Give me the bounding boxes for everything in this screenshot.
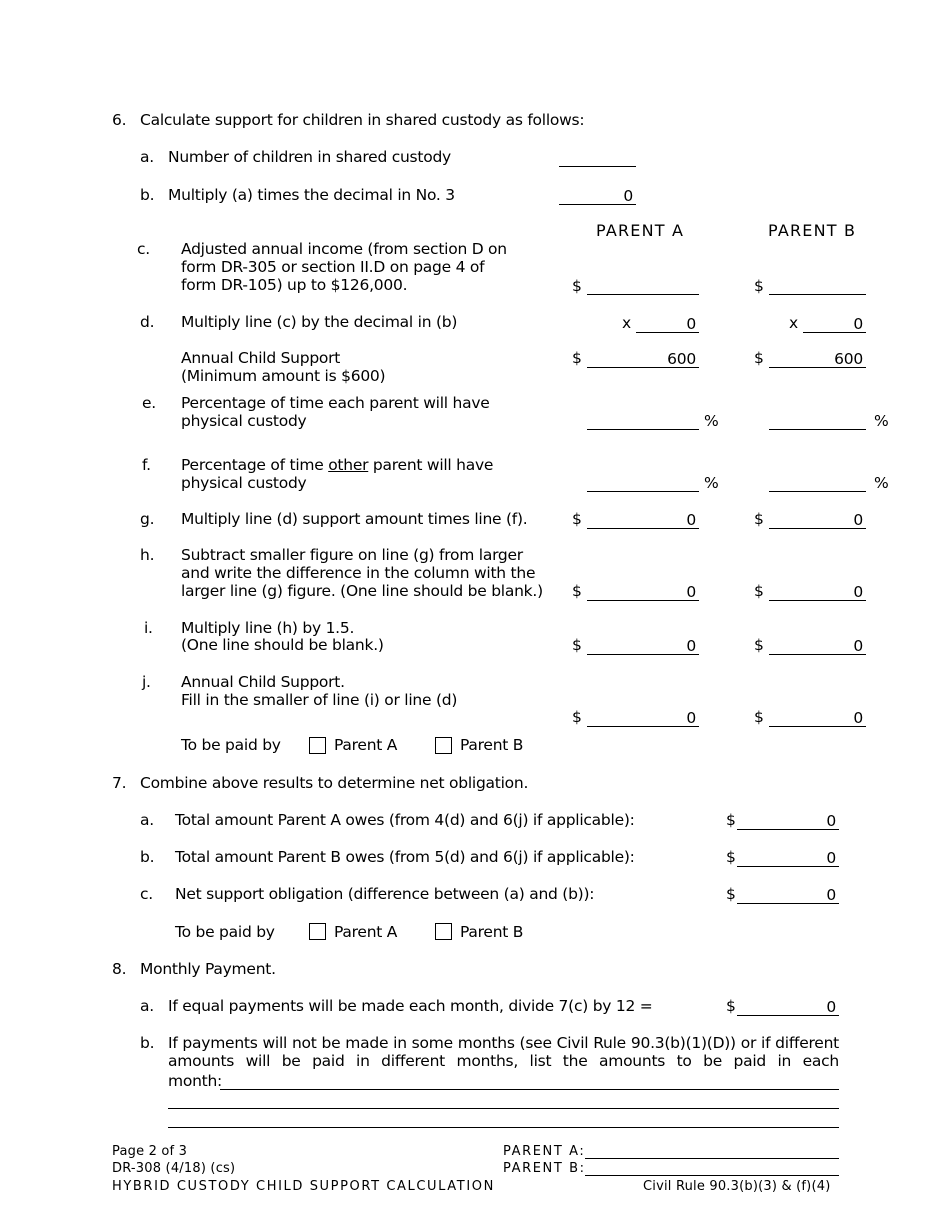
section-8-number: 8. [112,960,127,978]
item-6h-line2: and write the difference in the column with the [181,564,536,582]
month-amounts-line-3[interactable] [168,1127,839,1128]
net-obligation-field[interactable]: 0 [737,886,839,904]
footer-parent-b-label: PARENT B: [503,1161,586,1176]
item-6c-line2: form DR-305 or section II.D on page 4 of [181,258,485,276]
column-header-parent-a: PARENT A [596,221,685,240]
item-6c-line1: Adjusted annual income (from section D on [181,240,507,258]
item-6i-letter: i. [144,619,153,637]
times-sign: x [789,314,798,332]
line-i-parent-b-field[interactable]: 0 [769,637,866,655]
line-j-parent-b-field[interactable]: 0 [769,709,866,727]
item-6j-letter: j. [142,673,151,691]
item-8b-month-label: month: [168,1072,223,1090]
paid-by-parent-a-label: Parent A [334,736,398,754]
item-7c-label: Net support obligation (difference between (a) and (b)): [175,885,595,903]
item-6i-line1: Multiply line (h) by 1.5. [181,619,355,637]
dollar-sign: $ [726,885,736,903]
annual-support-parent-a-field[interactable]: 600 [587,350,699,368]
children-count-field[interactable] [559,149,636,167]
paid-by-parent-b-checkbox[interactable] [435,737,452,754]
line-i-parent-a-field[interactable]: 0 [587,637,699,655]
item-6c-letter: c. [137,240,150,258]
section-7-heading: Combine above results to determine net obligation. [140,774,529,792]
item-8a-letter: a. [140,997,154,1015]
item-6a-letter: a. [140,148,154,166]
parent-b-owes-field[interactable]: 0 [737,849,839,867]
item-7c-letter: c. [140,885,153,903]
net-paid-by-parent-b-checkbox[interactable] [435,923,452,940]
dollar-sign: $ [754,510,764,528]
decimal-product-field[interactable]: 0 [559,187,636,205]
multiplied-parent-a-field[interactable]: 0 [636,315,699,333]
month-amounts-line-1[interactable] [220,1089,839,1090]
footer-form-title: HYBRID CUSTODY CHILD SUPPORT CALCULATION [112,1179,495,1194]
line-g-parent-b-field[interactable]: 0 [769,511,866,529]
dollar-sign: $ [726,997,736,1015]
times-sign: x [622,314,631,332]
net-paid-by-parent-a-label: Parent A [334,923,398,941]
parent-a-owes-field[interactable]: 0 [737,812,839,830]
net-paid-by-parent-b-label: Parent B [460,923,524,941]
item-6h-line1: Subtract smaller figure on line (g) from larger [181,546,523,564]
percent-sign: % [874,412,889,430]
section-8-heading: Monthly Payment. [140,960,276,978]
item-6g-label: Multiply line (d) support amount times line (f). [181,510,528,528]
line-g-parent-a-field[interactable]: 0 [587,511,699,529]
dollar-sign: $ [572,708,582,726]
paid-by-parent-b-label: Parent B [460,736,524,754]
item-6h-letter: h. [140,546,155,564]
paid-by-label: To be paid by [181,736,281,754]
column-header-parent-b: PARENT B [768,221,857,240]
multiplied-parent-b-field[interactable]: 0 [803,315,866,333]
other-pct-parent-b-field[interactable] [769,474,866,492]
section-7-number: 7. [112,774,127,792]
section-6-heading: Calculate support for children in shared custody as follows: [140,111,585,129]
item-8b-letter: b. [140,1034,155,1052]
item-6e-letter: e. [142,394,156,412]
net-paid-by-parent-a-checkbox[interactable] [309,923,326,940]
item-7a-letter: a. [140,811,154,829]
min-support-line1: Annual Child Support [181,349,341,367]
line-h-parent-a-field[interactable]: 0 [587,583,699,601]
paid-by-label: To be paid by [175,923,275,941]
item-7a-label: Total amount Parent A owes (from 4(d) and 6(j) if applicable): [175,811,635,829]
percent-sign: % [704,412,719,430]
item-8a-label: If equal payments will be made each month, divide 7(c) by 12 = [168,997,653,1015]
item-6f-pre: Percentage of time [181,456,329,474]
item-6i-line2: (One line should be blank.) [181,636,384,654]
item-6b-letter: b. [140,186,155,204]
dollar-sign: $ [572,277,582,295]
footer-form-number: DR-308 (4/18) (cs) [112,1161,236,1176]
parent-a-initials-line[interactable] [585,1158,839,1159]
item-8b-text: If payments will not be made in some months (see Civil Rule 90.3(b)(1)(D)) or if different amounts will be paid in different months, list the amounts to be paid in each [168,1034,839,1070]
item-6e-line1: Percentage of time each parent will have [181,394,490,412]
dollar-sign: $ [572,582,582,600]
percent-sign: % [874,474,889,492]
item-6d-letter: d. [140,313,155,331]
footer-civil-rule: Civil Rule 90.3(b)(3) & (f)(4) [643,1179,831,1194]
monthly-payment-field[interactable]: 0 [737,998,839,1016]
item-6f-post: parent will have [368,456,494,474]
custody-pct-parent-b-field[interactable] [769,412,866,430]
section-6-number: 6. [112,111,127,129]
dollar-sign: $ [726,811,736,829]
item-6e-line2: physical custody [181,412,307,430]
item-6c-line3: form DR-105) up to $126,000. [181,276,408,294]
custody-pct-parent-a-field[interactable] [587,412,699,430]
item-6h-line3: larger line (g) figure. (One line should be blank.) [181,582,543,600]
item-6j-line2: Fill in the smaller of line (i) or line (d) [181,691,458,709]
dollar-sign: $ [754,636,764,654]
percent-sign: % [704,474,719,492]
item-7b-label: Total amount Parent B owes (from 5(d) and 6(j) if applicable): [175,848,635,866]
paid-by-parent-a-checkbox[interactable] [309,737,326,754]
dollar-sign: $ [572,636,582,654]
min-support-line2: (Minimum amount is $600) [181,367,386,385]
item-6d-label: Multiply line (c) by the decimal in (b) [181,313,458,331]
footer-page-number: Page 2 of 3 [112,1144,188,1159]
item-6f-line1 [181,456,493,474]
item-6f-line2: physical custody [181,474,307,492]
parent-b-initials-line[interactable] [585,1175,839,1176]
item-6j-line1: Annual Child Support. [181,673,345,691]
item-6f-other: other [328,456,369,474]
item-6f-letter: f. [142,456,151,474]
dollar-sign: $ [754,349,764,367]
line-j-parent-a-field[interactable]: 0 [587,709,699,727]
dollar-sign: $ [754,708,764,726]
other-pct-parent-a-field[interactable] [587,474,699,492]
line-h-parent-b-field[interactable]: 0 [769,583,866,601]
dollar-sign: $ [754,582,764,600]
footer-parent-a-label: PARENT A: [503,1144,586,1159]
annual-support-parent-b-field[interactable]: 600 [769,350,866,368]
income-parent-b-field[interactable] [769,277,866,295]
item-6g-letter: g. [140,510,155,528]
dollar-sign: $ [572,349,582,367]
item-6a-label: Number of children in shared custody [168,148,451,166]
dollar-sign: $ [726,848,736,866]
item-7b-letter: b. [140,848,155,866]
dollar-sign: $ [754,277,764,295]
month-amounts-line-2[interactable] [168,1108,839,1109]
income-parent-a-field[interactable] [587,277,699,295]
item-6b-label: Multiply (a) times the decimal in No. 3 [168,186,455,204]
dollar-sign: $ [572,510,582,528]
